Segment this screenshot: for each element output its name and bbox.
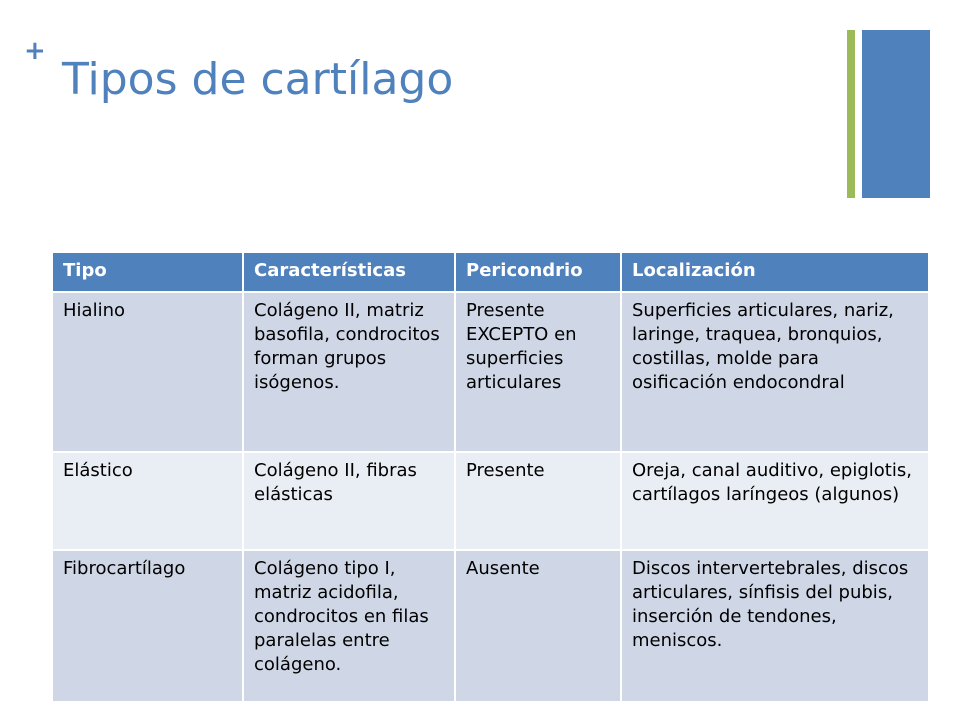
cell-pericondrio: Ausente <box>455 550 621 702</box>
table-row <box>52 550 929 702</box>
cell-localizacion: Discos intervertebrales, discos articulares, sínfisis del pubis, inserción de tendones, meniscos. <box>621 550 929 702</box>
header-pericondrio: Pericondrio <box>455 252 621 292</box>
plus-icon: + <box>24 36 46 66</box>
cell-tipo: Hialino <box>52 292 243 452</box>
table-header-row <box>52 252 929 292</box>
cell-localizacion: Oreja, canal auditivo, epiglotis, cartílagos laríngeos (algunos) <box>621 452 929 550</box>
header-caracteristicas: Características <box>243 252 455 292</box>
cell-tipo: Elástico <box>52 452 243 550</box>
cell-pericondrio: Presente <box>455 452 621 550</box>
table-row <box>52 292 929 452</box>
table-row <box>52 452 929 550</box>
cartilage-types-table <box>51 251 930 703</box>
decorative-green-bar <box>847 30 855 198</box>
header-tipo: Tipo <box>52 252 243 292</box>
cell-localizacion: Superficies articulares, nariz, laringe, traquea, bronquios, costillas, molde para osificación endocondral <box>621 292 929 452</box>
cell-caracteristicas: Colágeno tipo I, matriz acidofila, condrocitos en filas paralelas entre colágeno. <box>243 550 455 702</box>
decorative-blue-bar <box>862 30 930 198</box>
cell-tipo: Fibrocartílago <box>52 550 243 702</box>
cell-caracteristicas: Colágeno II, fibras elásticas <box>243 452 455 550</box>
cell-caracteristicas: Colágeno II, matriz basofila, condrocitos forman grupos isógenos. <box>243 292 455 452</box>
header-localizacion: Localización <box>621 252 929 292</box>
slide-title: Tipos de cartílago <box>62 54 454 105</box>
cell-pericondrio: Presente EXCEPTO en superficies articulares <box>455 292 621 452</box>
